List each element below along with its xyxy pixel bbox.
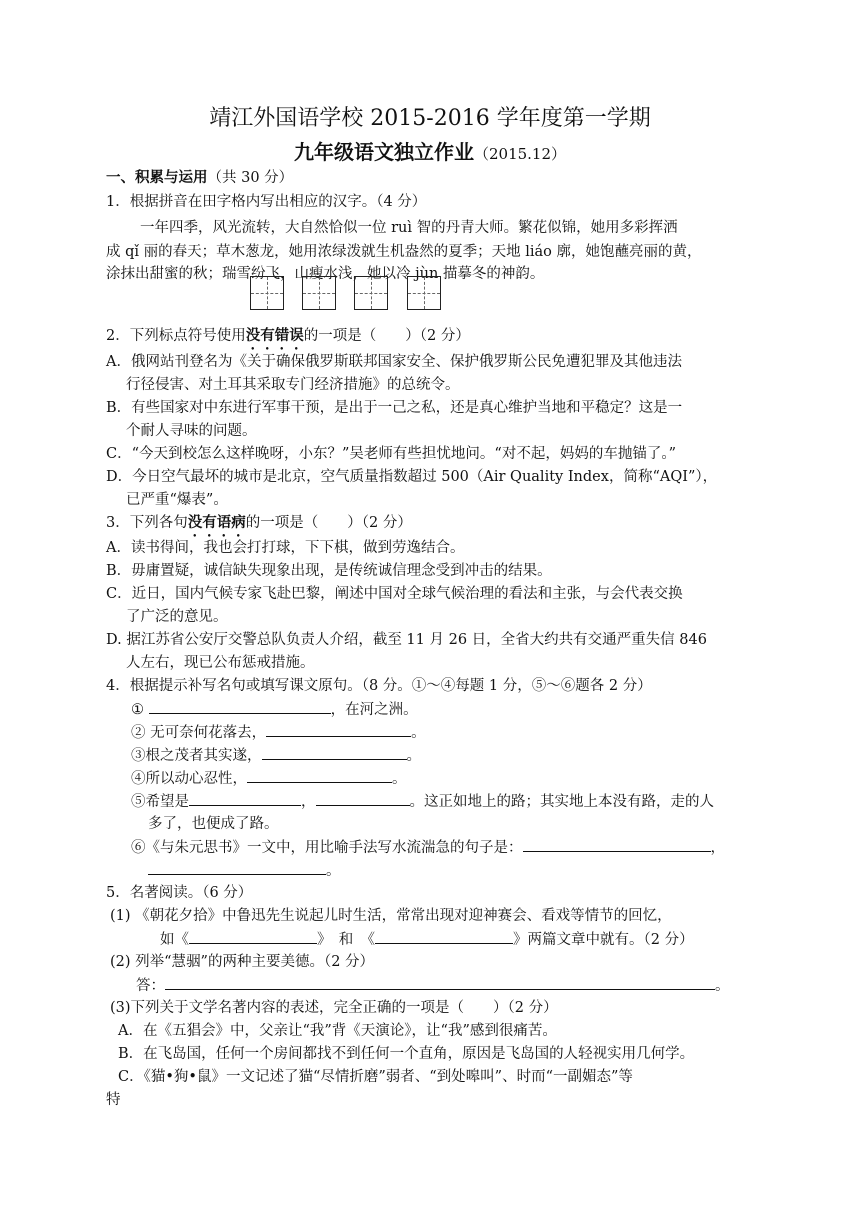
q4-item-6-end: 。 (326, 863, 341, 879)
q5-sub1-line2 (160, 929, 694, 950)
q4-item-4-post: 。 (392, 771, 407, 787)
q3-stem-post: 的一项是（ ）（2 分） (245, 515, 412, 531)
q2-option-d-line1: D．今日空气最坏的城市是北京，空气质量指数超过 500（Air Quality Index，简称“AQI”）， (106, 469, 718, 485)
q4-item-2-pre: ② 无可奈何花落去， (131, 725, 267, 741)
q4-item-3-post: 。 (406, 748, 421, 764)
q2-option-b-line1: B．有些国家对中东进行军事干预，是出于一己之私，还是真心维护当地和平稳定？这是一 (106, 400, 683, 416)
section-title: 一、积累与运用 (106, 169, 208, 186)
q5-sub2-answer (136, 975, 730, 996)
q4-blank-1[interactable] (149, 699, 331, 714)
q5-sub2-line1: (2) 列举“慧骃”的两种主要美德。（2 分） (110, 954, 375, 970)
page-subtitle (0, 138, 860, 168)
q2-option-b-line2: 个耐人寻味的问题。 (126, 423, 257, 439)
q2-option-a-line1: A．俄网站刊登名为《关于确保俄罗斯联邦国家安全、保护俄罗斯公民免遭犯罪及其他违法 (106, 354, 682, 370)
q3-option-b-line1: B．毋庸置疑，诚信缺失现象出现，是传统诚信理念受到冲击的结果。 (106, 563, 552, 579)
q4-item-1-post: ，在河之洲。 (330, 702, 418, 718)
q4-blank-6a[interactable] (523, 837, 711, 852)
q2-stem-post: 的一项是（ ）（2 分） (303, 328, 470, 344)
q5-sub1-mid: 》 和 《 (317, 932, 375, 948)
tian-grid-1[interactable] (250, 276, 284, 310)
q2-stem-pre: 2．下列标点符号使用 (106, 328, 246, 344)
q5-sub3-option-b: B．在飞岛国，任何一个房间都找不到任何一个直角，原因是飞岛国的人轻视实用几何学。 (118, 1046, 695, 1062)
q3-stem (106, 513, 412, 540)
q5-sub3-stem: (3)下列关于文学名著内容的表述，完全正确的一项是（ ）（2 分） (110, 1000, 558, 1016)
q5-sub1-line1: (1) 《朝花夕拾》中鲁迅先生说起儿时生活，常常出现对迎神赛会、看戏等情节的回忆， (110, 908, 672, 924)
tian-grid-3[interactable] (354, 276, 388, 310)
tian-grid-4[interactable] (407, 276, 441, 310)
q1-para-line2: 成 qǐ 丽的春天；草木葱龙，她用浓绿泼就生机盎然的夏季；天地 liáo 廓，她饱蘸亮丽的黄， (106, 244, 702, 260)
q4-item-1-pre: ① (131, 702, 144, 718)
q4-item-5-post: 。这正如地上的路；其实地上本没有路，走的人 (409, 794, 714, 810)
q4-item-5-pre: ⑤希望是 (131, 794, 189, 810)
q4-item-3-pre: ③根之茂者其实遂， (131, 748, 262, 764)
q5-stem: 5．名著阅读。（6 分） (106, 885, 253, 901)
section-heading (106, 168, 293, 188)
q1-para-line1: 一年四季，风光流转，大自然恰似一位 ruì 智的丹青大师。繁花似锦，她用多彩挥洒 (140, 220, 678, 236)
q4-blank-4[interactable] (247, 768, 392, 783)
subtitle-date: （2015.12） (473, 145, 567, 163)
q2-stem (106, 326, 470, 353)
q4-item-5-line2: 多了，也便成了路。 (148, 816, 279, 832)
q4-blank-2[interactable] (266, 722, 411, 737)
q2-option-c-line1: C．“今天到校怎么这样晚呀，小东？”吴老师有些担忧地问。“对不起，妈妈的车抛锚了。” (106, 446, 676, 462)
q4-blank-6b[interactable] (148, 860, 326, 875)
q4-item-1 (131, 699, 418, 720)
q4-item-4 (131, 768, 407, 789)
q5-sub3-option-a: A．在《五猖会》中，父亲让“我”背《天演论》，让“我”感到很痛苦。 (118, 1023, 557, 1039)
q5-sub1-pre: 如《 (160, 932, 189, 948)
q3-option-a-line1: A．读书得间，我也会打打球，下下棋，做到劳逸结合。 (106, 540, 465, 556)
q2-option-a-line2: 行径侵害、对土耳其采取专门经济措施》的总统令。 (126, 377, 460, 393)
q4-item-6-pre: ⑥《与朱元思书》一文中，用比喻手法写水流湍急的句子是： (131, 840, 523, 856)
q5-sub2-answer-label: 答： (136, 978, 165, 994)
q3-option-d-line1: D. 据江苏省公安厅交警总队负责人介绍，截至 11 月 26 日，全省大约共有交通严重失信 846 (106, 632, 707, 648)
q2-stem-emphasis: 没有错误 (245, 327, 304, 344)
q5-sub2-end: 。 (715, 978, 730, 994)
q4-blank-5b[interactable] (316, 791, 410, 806)
q4-item-3 (131, 745, 421, 766)
q2-option-d-line2: 已严重“爆表”。 (126, 492, 228, 508)
q4-item-6 (131, 837, 725, 858)
q3-stem-emphasis: 没有语病 (187, 514, 246, 531)
section-points: （共 30 分） (207, 170, 294, 186)
q5-sub3-option-c-line1: C．《猫•狗•鼠》一文记述了猫“尽情折磨”弱者、“到处嗥叫”、时而“一副媚态”等 (118, 1069, 633, 1085)
q4-blank-5a[interactable] (189, 791, 301, 806)
page-title: 靖江外国语学校 2015-2016 学年度第一学期 (209, 106, 651, 131)
subtitle-text: 九年级语文独立作业 (293, 140, 474, 164)
q4-stem: 4．根据提示补写名句或填写课文原句。（8 分。①～④每题 1 分，⑤～⑥题各 2 分） (106, 678, 652, 694)
q4-item-5-mid: ， (301, 794, 316, 810)
q4-item-5 (131, 791, 714, 812)
q3-option-c-line1: C．近日，国内气候专家飞赴巴黎，阐述中国对全球气候治理的看法和主张，与会代表交换 (106, 586, 683, 602)
q4-item-6-post: ， (710, 840, 725, 856)
q5-blank-2[interactable] (165, 975, 715, 990)
q3-option-d-line2: 人左右，现已公布惩戒措施。 (126, 655, 315, 671)
q5-sub1-post: 》两篇文章中就有。（2 分） (513, 932, 694, 948)
q3-stem-pre: 3．下列各句 (106, 515, 188, 531)
q1-para-line3: 涂抹出甜蜜的秋；瑞雪纷飞，山瘦水浅，她以冷 jùn 描摹冬的神韵。 (106, 266, 545, 282)
q4-item-6-line2 (148, 860, 341, 881)
q1-stem: 1．根据拼音在田字格内写出相应的汉字。（4 分） (106, 194, 427, 210)
tian-grid-2[interactable] (302, 276, 336, 310)
q4-item-2-post: 。 (411, 725, 426, 741)
q4-item-2 (131, 722, 426, 743)
q5-sub3-option-c-line2: 特 (106, 1092, 121, 1108)
q3-option-c-line2: 了广泛的意见。 (126, 609, 228, 625)
q4-item-4-pre: ④所以动心忍性， (131, 771, 247, 787)
q5-blank-1a[interactable] (189, 929, 317, 944)
q5-blank-1b[interactable] (375, 929, 513, 944)
q4-blank-3[interactable] (262, 745, 407, 760)
